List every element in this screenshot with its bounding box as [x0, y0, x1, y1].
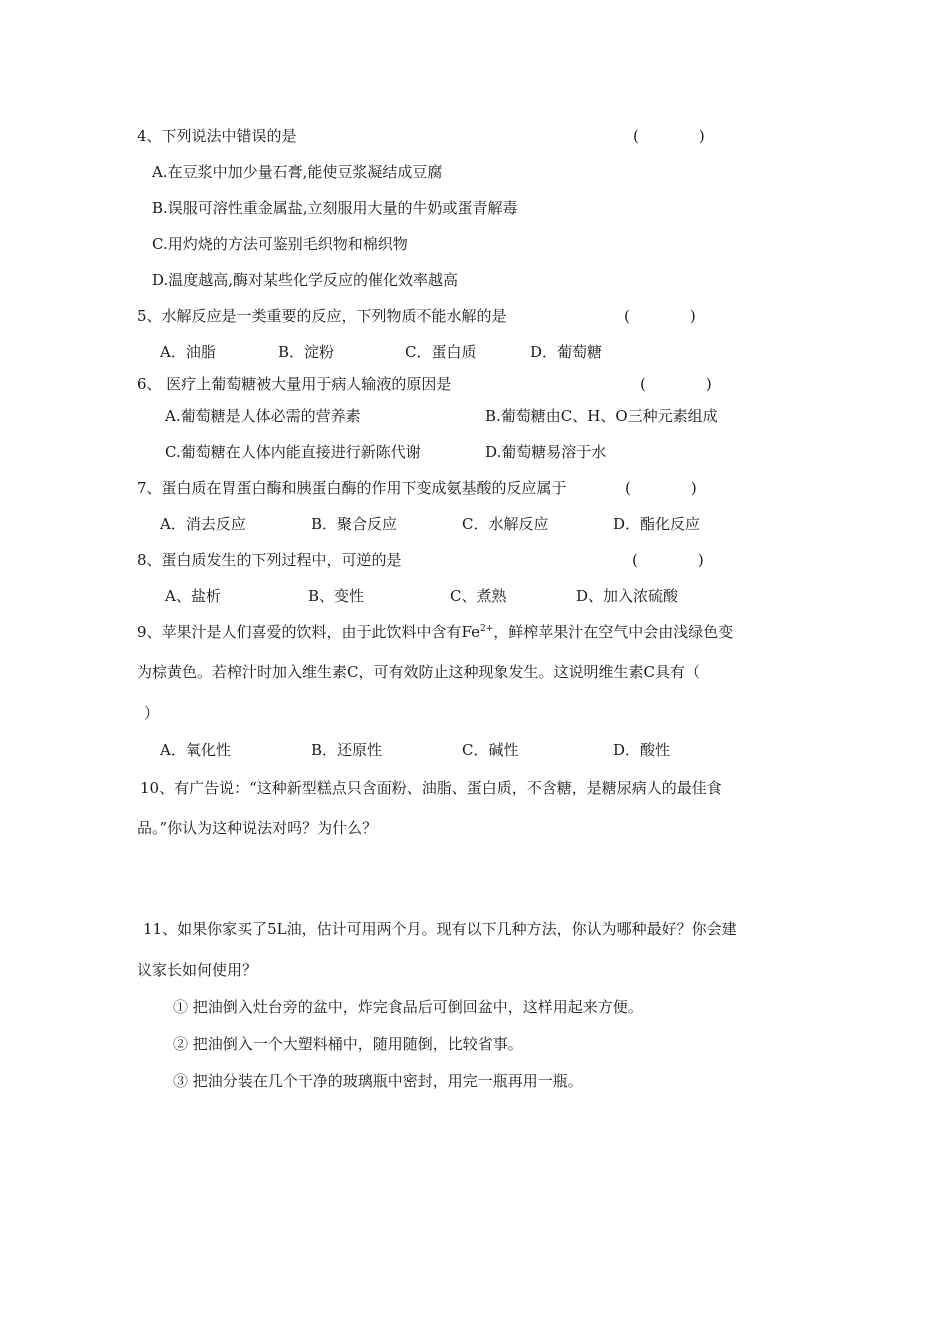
question-6-option-d: D.葡萄糖易溶于水	[485, 443, 607, 461]
question-8-option-d: D、加入浓硫酸	[576, 587, 679, 605]
question-8-option-b: B、变性	[308, 587, 365, 605]
question-10-line-2: 品。”你认为这种说法对吗？为什么？	[137, 819, 378, 837]
question-6-option-a: A.葡萄糖是人体必需的营养素	[165, 407, 361, 425]
question-5-option-c: C．蛋白质	[405, 343, 477, 361]
question-9-option-a: A．氧化性	[160, 741, 231, 759]
question-4-option-b: B.误服可溶性重金属盐,立刻服用大量的牛奶或蛋青解毒	[152, 199, 518, 217]
iron-ion-charge: 2+	[480, 624, 494, 634]
question-11-line-1: 11、如果你家买了5L油，估计可用两个月。现有以下几种方法，你认为哪种最好？你会建	[143, 920, 737, 938]
question-10-line-1: 10、有广告说：“这种新型糕点只含面粉、油脂、蛋白质，不含糖，是糖尿病人的最佳食	[140, 779, 722, 797]
question-7-option-d: D．酯化反应	[613, 515, 701, 533]
question-4-option-d: D.温度越高,酶对某些化学反应的催化效率越高	[152, 271, 459, 289]
question-5-option-a: A．油脂	[160, 343, 216, 361]
question-11-method-1: ① 把油倒入灶台旁的盆中，炸完食品后可倒回盆中，这样用起来方便。	[173, 998, 643, 1016]
question-6-option-b: B.葡萄糖由C、H、O三种元素组成	[485, 407, 718, 425]
question-6-answer-blank: ( )	[640, 375, 712, 393]
question-5-answer-blank: ( )	[624, 307, 696, 325]
question-8-option-c: C、煮熟	[450, 587, 507, 605]
question-8-stem: 8、蛋白质发生的下列过程中，可逆的是	[137, 551, 402, 569]
question-9-option-c: C．碱性	[462, 741, 519, 759]
question-9-line-1	[137, 622, 733, 642]
question-9-text-after-ion: ，鲜榨苹果汁在空气中会由浅绿色变	[493, 623, 734, 641]
question-9-line-2: 为棕黄色。若榨汁时加入维生素C，可有效防止这种现象发生。这说明维生素C具有（	[137, 663, 700, 681]
question-11-line-2: 议家长如何使用？	[137, 961, 258, 979]
question-11-method-2: ② 把油倒入一个大塑料桶中，随用随倒，比较省事。	[173, 1035, 523, 1053]
question-5-option-b: B．淀粉	[278, 343, 335, 361]
question-7-option-a: A．消去反应	[160, 515, 246, 533]
question-7-option-c: C．水解反应	[462, 515, 549, 533]
question-5-stem: 5、水解反应是一类重要的反应，下列物质不能水解的是	[137, 307, 507, 325]
question-9-option-d: D．酸性	[613, 741, 671, 759]
question-7-option-b: B．聚合反应	[311, 515, 398, 533]
question-9-line-3: ）	[144, 704, 160, 722]
question-6-stem: 6、 医疗上葡萄糖被大量用于病人输液的原因是	[137, 375, 452, 393]
question-8-answer-blank: ( )	[632, 551, 704, 569]
question-4-answer-blank: ( )	[633, 127, 705, 145]
question-4-option-c: C.用灼烧的方法可鉴别毛织物和棉织物	[152, 235, 408, 253]
question-11-method-3: ③ 把油分装在几个干净的玻璃瓶中密封，用完一瓶再用一瓶。	[173, 1072, 583, 1090]
question-7-answer-blank: ( )	[625, 479, 697, 497]
question-7-stem: 7、蛋白质在胃蛋白酶和胰蛋白酶的作用下变成氨基酸的反应属于	[137, 479, 567, 497]
question-4-stem: 4、下列说法中错误的是	[137, 127, 297, 145]
question-6-option-c: C.葡萄糖在人体内能直接进行新陈代谢	[165, 443, 421, 461]
question-8-option-a: A、盐析	[165, 587, 221, 605]
question-4-option-a: A.在豆浆中加少量石膏,能使豆浆凝结成豆腐	[152, 163, 443, 181]
question-9-option-b: B．还原性	[311, 741, 383, 759]
question-5-option-d: D．葡萄糖	[530, 343, 603, 361]
question-9-text-before-ion: 9、苹果汁是人们喜爱的饮料，由于此饮料中含有Fe	[137, 623, 481, 641]
